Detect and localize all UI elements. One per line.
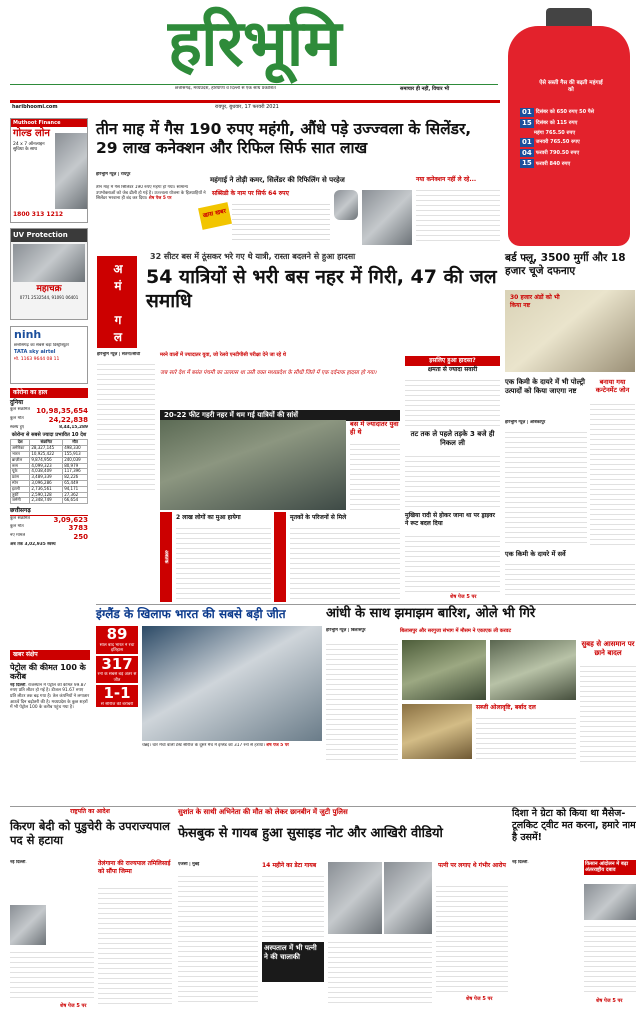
- special-badge: खास खबर: [198, 202, 232, 230]
- corona-cg-title: छत्तीसगढ़: [10, 507, 88, 516]
- storm-vegetable: सब्जी ओलावृष्टि, बर्बाद दल: [476, 704, 536, 711]
- muthoot-sub: 24 x 7 ऑनलाइन सुविधा के साथ: [13, 141, 45, 153]
- sushant-text: [178, 872, 258, 1004]
- ninh-text: छत्तीसगढ़ का सबसे बड़ा डिस्ट्रीब्यूटर: [14, 342, 70, 348]
- corona-cg-row: कुल संक्रमित 3,09,623: [10, 515, 88, 524]
- brief-text: नई दिल्ली. राजस्थान में पेट्रोल की कीमत 99.87 रुपए प्रति लीटर हो गई है। डीजल 91.67 रुपए प्रति लीटर तक बढ़ गया है। तेल कंपनियों ने लगातार आठवें दिन बढ़ोतरी की है। मध्यप्रदेश के कुछ शहरों में भी पेट्रोल 100 के करीब पहुंच गया है।: [10, 682, 90, 711]
- kiran-kicker: राष्ट्रपति का आदेश: [70, 808, 110, 815]
- disha-photo: [584, 884, 636, 920]
- disha-text: नई दिल्ली.: [512, 860, 529, 865]
- amangal-label: अमंगल: [97, 256, 137, 348]
- storm-photo-3: [402, 704, 472, 759]
- storm-vegetable-text: [476, 714, 576, 760]
- cylinder-row: 04 फरवरी 790.50 रुपए: [522, 148, 580, 157]
- lead2-byline: हरिभूमि न्यूज़ | सतना/सीधी: [97, 352, 141, 357]
- cricket-stats: [96, 626, 138, 756]
- table-row: यूके 4,038,409 117,396: [11, 469, 88, 475]
- lead1-subsidy-title: सब्सिडी के नाम पर सिर्फ 64 रुपए: [212, 190, 289, 197]
- cylinder-row: 01 दिसंबर को 650 रुपए 50 पैसे: [522, 108, 595, 116]
- corona-world-row: स्वस्थ हुए 8,44,15,289: [10, 424, 88, 430]
- table-row: इटली 2,736,561 94,171: [11, 486, 88, 492]
- cricket-stat: 89 साल बाद भारत ने रचा इतिहास: [96, 626, 138, 654]
- disha-box: किसान आंदोलन में बढ़ा अंतरराष्ट्रीय दबाव: [584, 860, 636, 875]
- lead2-cm-title: मुखिया रादी से होकर जाना था पर ड्राइवर ने रूट बदल दिया: [405, 512, 495, 527]
- lead2-rescue-text: [176, 524, 271, 600]
- kiran-text: नई दिल्ली.: [10, 860, 27, 865]
- lead2-sidebar-label: अबतक: [160, 512, 172, 602]
- ujjwala-woman-photo: [362, 190, 412, 245]
- masthead-slogan: समाचार ही नहीं, विचार भी: [400, 86, 450, 92]
- storm-text: [326, 640, 398, 764]
- ninh-partners: TATA sky airtel: [14, 349, 56, 356]
- table-row: अमेरिका 28,327,145 498,330: [11, 446, 88, 452]
- muthoot-brand: Muthoot Finance: [11, 119, 87, 127]
- section-rule-mid: [96, 604, 636, 605]
- lead1-newconn-text: [416, 186, 500, 244]
- cylinder-row: महंगा 765.50 रुपए: [534, 129, 576, 136]
- corona-world-row: कुल संक्रमित 10,98,35,654: [10, 407, 88, 415]
- corona-cg-row: नए मामले 250: [10, 533, 88, 542]
- table-row: तुर्की 2,590,128 27,362: [11, 492, 88, 498]
- cricket-caption: चेन्नई। चार मैचों वाली टेस्ट सीरीज के दूसरे मैच में इंग्लैंड को 317 रनों से हराया। शेष पेज 5 पर: [142, 743, 289, 748]
- sushant-wife: पत्नी पर लगाए थे गंभीर आरोप: [438, 862, 506, 869]
- sushant-box: 14 महीने का डेटा गायब: [262, 862, 317, 869]
- lead2-family-label: [274, 512, 286, 602]
- sushant-headline: फेसबुक से गायब हुआ सुसाइड नोट और आखिरी वीडियो: [178, 826, 443, 841]
- lead2-tidal-title: तट तक ले पहले तड़के 3 बजे ही निकल ली: [410, 430, 495, 447]
- lead2-family-text: [290, 524, 400, 600]
- sushant-continue[interactable]: शेष पेज 5 पर: [466, 996, 493, 1002]
- lead1-newconn-title: नया कनेक्शन नहीं ले रहे...: [416, 176, 477, 183]
- top-red-rule: [10, 100, 500, 103]
- ujjwala-cylinder-photo: [334, 190, 358, 220]
- lead2-col1-text: [97, 360, 155, 490]
- storm-photo-1: [402, 640, 486, 700]
- muthoot-ad[interactable]: [10, 118, 88, 223]
- lead2-callout: बस में ज्यादातर युवा ही थे: [350, 420, 399, 437]
- uv-protection-ad[interactable]: [10, 228, 88, 320]
- bird-flu-byline: हरिभूमि न्यूज़ | अंबिकापुर: [505, 420, 546, 425]
- masthead-website[interactable]: haribhoomi.com: [12, 104, 58, 110]
- masthead-rule: [10, 84, 498, 85]
- masthead: [0, 0, 500, 110]
- cylinder-row: 15 दिसंबर को 115 रुपए: [522, 118, 578, 127]
- brief-head: पेट्रोल की कीमत 100 के करीब: [10, 662, 86, 681]
- bird-flu-side: बनाया गया कन्टेनमेंट जोन: [595, 378, 630, 395]
- lead2-kicker: 32 सीटर बस में ठूंसकर भरे गए थे यात्री, रास्ता बदलने से हुआ हादसा: [150, 252, 356, 261]
- cylinder-row: 15 फरवरी 840 रुपए: [522, 159, 571, 168]
- storm-byline: हरिभूमि न्यूज़ | बिलासपुर: [326, 628, 366, 633]
- disha-box-text: [584, 922, 636, 996]
- corona-title: कोरोना का हाल: [10, 388, 88, 398]
- sushant-photo-1: [328, 862, 382, 934]
- kiran-photo: [10, 905, 46, 945]
- muthoot-person-photo: [55, 133, 87, 209]
- storm-headline: आंधी के साथ झमाझम बारिश, ओले भी गिरे: [326, 606, 536, 621]
- table-row: फ्रांस 3,489,339 82,226: [11, 475, 88, 481]
- lead2-rescue-title: 2 लाख लोगों का मुआ हायेगा: [176, 514, 241, 521]
- lead2-why-title: इसलिए हुआ हादसा?: [405, 356, 500, 366]
- masthead-tagline: छत्तीसगढ़, मध्यप्रदेश, हरियाणा व दिल्ली से एक साथ प्रकाशित: [175, 86, 276, 91]
- corona-cg-recovered: अब तक 3,02,935 स्वस्थ: [10, 541, 56, 547]
- cylinder-rows: [520, 108, 620, 168]
- table-row: स्पेन 3,096,286 65,449: [11, 480, 88, 486]
- kiran-col-text: [10, 948, 94, 1000]
- sushant-byline: एजेंसी | मुंबई: [178, 862, 200, 867]
- table-row: ब्राज़ील 9,874,956 240,039: [11, 457, 88, 463]
- bird-flu-sub: एक किमी के दायरे में भी पोल्ट्री उत्पादों को किया जाएगा नष्ट: [505, 378, 585, 395]
- storm-side-title: सुबह से आसमान पर छाने बादल: [581, 640, 635, 657]
- sushant-box-text: [262, 872, 324, 938]
- cylinder-row: 01 जनवरी 765.50 रुपए: [522, 137, 580, 146]
- lead2-continue[interactable]: शेष पेज 5 पर: [450, 594, 477, 600]
- sushant-wife-text: [436, 882, 508, 992]
- masthead-dateline: रायपुर, बुधवार, 17 फरवरी 2021: [215, 104, 279, 110]
- lead2-red-strip: मरने वालों में ज्यादातर युवा, जो रेलवे एनटीपीसी परीक्षा देने जा रहे थे: [160, 352, 287, 358]
- kiran-box-title: तेलंगाना की राज्यपाल तमिलिसाई को सौंपा जिम्मा: [98, 860, 171, 875]
- corona-world-label: दुनिया: [10, 398, 24, 406]
- lead2-photo-caption: 20-22 फीट गहरी नहर में थम गई यात्रियों की सांसें: [160, 410, 400, 421]
- lead2-family-title: मृतकों के परिजनों से मिले: [290, 514, 347, 521]
- table-row: भारत 10,925,422 155,913: [11, 451, 88, 457]
- lead2-callout-text: [350, 440, 400, 510]
- lead2-headline: 54 यात्रियों से भरी बस नहर में गिरी, 47 की जल समाधि: [146, 266, 497, 312]
- brief-title: खबर संक्षेप: [10, 650, 90, 660]
- lead1-headline: तीन माह में गैस 190 रुपए महंगी, औंधे पड़े उज्ज्वला के सिलेंडर, 29 लाख कनेक्शन और रिफिल सिर्फ सात लाख: [96, 120, 472, 157]
- corona-cg-row: कुल मौत 3783: [10, 524, 88, 533]
- cricket-stat: 317 रनों के सबसे बड़े अंतर से जीत: [97, 654, 137, 683]
- bird-flu-text: [505, 428, 587, 546]
- bird-flu-km-text: [505, 560, 635, 598]
- ninh-brand: ninh: [14, 328, 42, 341]
- uv-brand: महाचक्र: [36, 283, 62, 294]
- lead1-subsidy-text: [232, 200, 330, 244]
- bus-accident-photo: [160, 420, 346, 510]
- cricket-stat: 1-1 से सीरीज की बराबरी: [96, 685, 138, 707]
- bird-flu-side-text: [590, 400, 635, 546]
- lead2-italic: जब सारे देश में बसंत पंचमी का उल्लास था उसी वक्त मध्यप्रदेश के सीधी जिले में एक दर्दनाक हादसा हो गया।: [160, 370, 377, 376]
- bird-flu-headline: बर्ड फ्लू, 3500 मुर्गी और 18 हजार चूजे दफनाए: [505, 252, 626, 278]
- lead2-why-sub: क्षमता से ज्यादा सवारी: [427, 366, 478, 373]
- sushant-kicker: सुशांत के साथी अभिनेता की मौत को लेकर छानबीन में जुटी पुलिस: [178, 808, 348, 816]
- lead1-byline: हरिभूमि न्यूज़ | रायपुर: [96, 172, 131, 177]
- kiran-box-text: [98, 884, 172, 1004]
- cricket-team-photo: [142, 626, 322, 741]
- cylinder-box: [502, 8, 636, 248]
- lead2-cm-text: [405, 532, 500, 592]
- lead1-sub: महंगाई ने तोड़ी कमर, सिलेंडर की रिफिलिंग से परहेज: [210, 176, 345, 184]
- muthoot-phone: 1800 313 1212: [13, 211, 64, 218]
- table-row: रूस 4,099,323 80,979: [11, 463, 88, 469]
- table-row: जर्मनी 2,348,749 66,654: [11, 498, 88, 504]
- storm-side-text: [580, 662, 636, 762]
- bird-flu-photo-label: 30 हजार अंडों को भी किया नष्ट: [510, 294, 560, 309]
- corona-box: [10, 388, 88, 646]
- sushant-photo-2: [384, 862, 432, 934]
- lead2-tidal-text: [405, 452, 500, 507]
- sushant-hospital: अस्पताल में भी पत्नी ने की चालाकी: [262, 942, 324, 982]
- lead2-why-text: [405, 376, 500, 426]
- kiran-headline: किरण बेदी को पुडुचेरी के उपराज्यपाल पद से हटाया: [10, 819, 170, 848]
- masthead-logo: हरिभूमि: [168, 6, 341, 81]
- section-rule-bottom: [10, 806, 636, 807]
- ninh-phone: मो. 1163 9644 08 11: [14, 356, 60, 362]
- ninh-ad[interactable]: [10, 326, 88, 384]
- uv-window-photo: [13, 244, 85, 282]
- brief-box: [10, 650, 90, 805]
- cylinder-title: ऐसे सस्ती गैस की बढ़ती महंगाई को: [539, 80, 603, 93]
- storm-sub: बिलासपुर और सरगुजा संभाग में मौसम ने एकाएक ली करवट: [400, 628, 511, 634]
- uv-title: UV Protection: [11, 229, 87, 242]
- cylinder-valve: [546, 8, 592, 28]
- cricket-headline: इंग्लैंड के खिलाफ भारत की सबसे बड़ी जीत: [96, 607, 286, 621]
- corona-table: देश संक्रमित मौत अमेरिका 28,327,145 498,330 भारत 10,925,422 155,913 ब्राज़ील 9,874,956 240,039 रूस 4,099,323 80,979 यूके 4,038,409 117,396 फ्रांस 3,489,339 82,226 स्पेन 3,096,286 65,449 इटली 2,736,561 94,171 तुर्की 2,590,128 27,362 जर्मनी 2,348,749 66,654: [10, 439, 88, 504]
- bird-flu-km-title: एक किमी के दायरे में सर्वे: [505, 550, 566, 558]
- disha-continue[interactable]: शेष पेज 5 पर: [596, 998, 623, 1004]
- kiran-continue[interactable]: शेष पेज 5 पर: [60, 1003, 87, 1009]
- corona-world-row: कुल मौत 24,22,838: [10, 415, 88, 424]
- sushant-photo-text: [328, 938, 432, 1004]
- corona-states-title: कोरोना से सबसे ज्यादा प्रभावित 10 देश: [11, 432, 87, 439]
- disha-headline: दिशा ने ग्रेटा को किया था मैसेज-टूलकिट ट्वीट मत करना, हमारे नाम है उसमें!: [512, 808, 636, 843]
- muthoot-title: गोल्ड लोन: [13, 128, 50, 140]
- storm-photo-2: [490, 640, 576, 700]
- lead1-intro: तीन माह में गैस सिलिंडर 190 रुपए महंगा हो गया। सामान्य उपभोक्ताओं को जेब ढीली हो गई है। उज्ज्वला योजना के हितग्राहियों ने सिलेंडर भरवाना ही बंद कर दिया। शेष पेज 5 पर: [96, 185, 206, 202]
- uv-phone: 0771 2532544, 91091 06401: [19, 295, 79, 300]
